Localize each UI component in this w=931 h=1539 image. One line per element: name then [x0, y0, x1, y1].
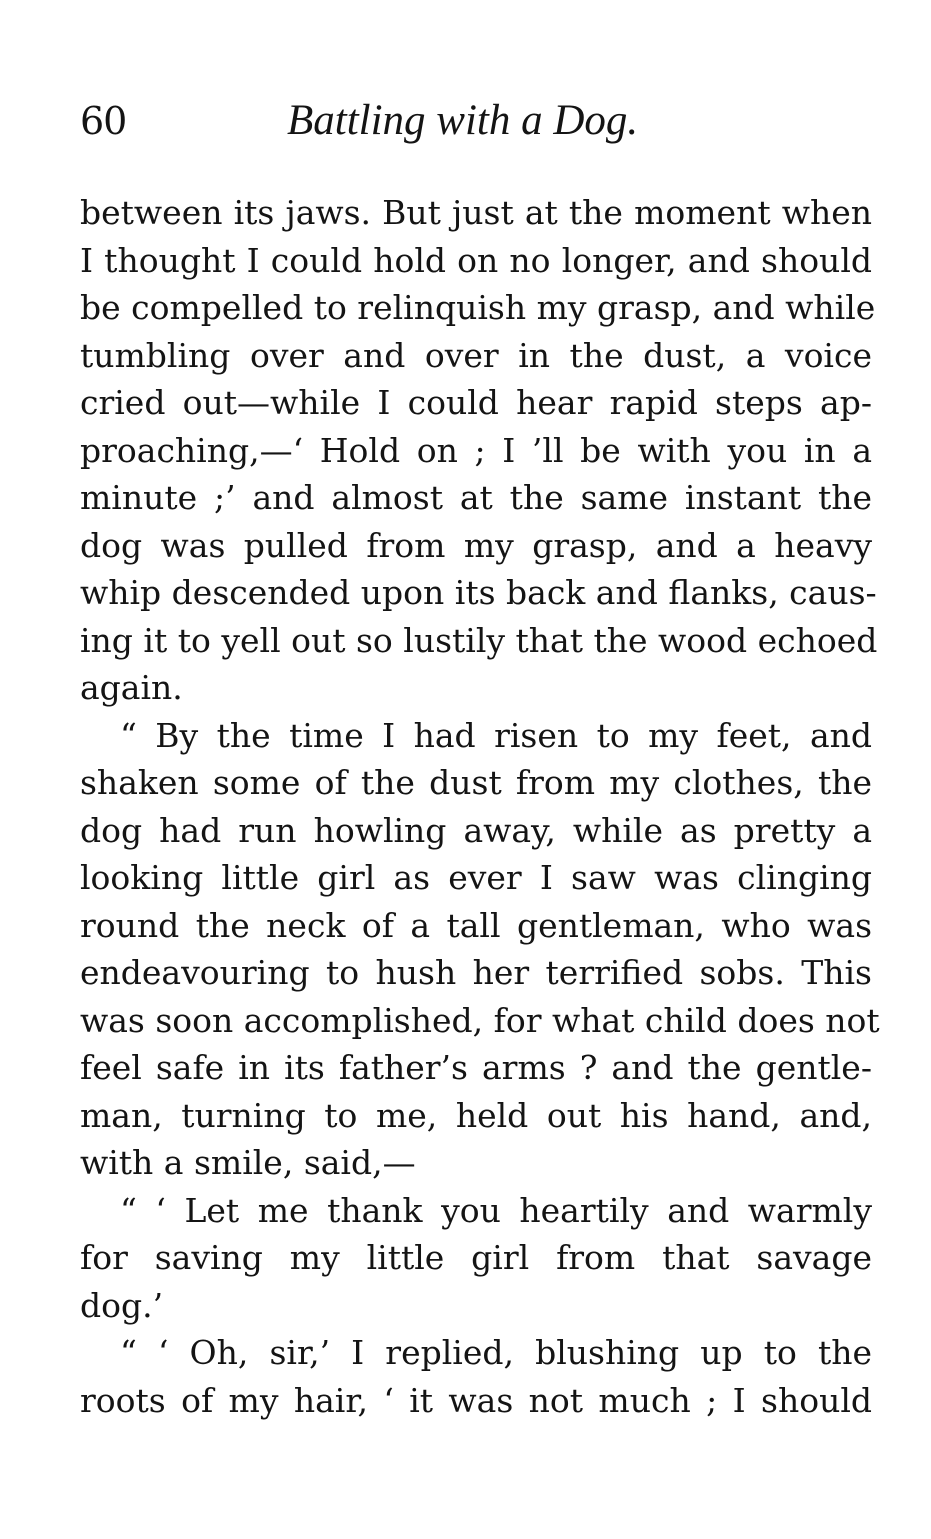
- text-line: again.: [80, 668, 183, 707]
- text-line: shaken some of the dust from my clothes, the: [80, 763, 872, 802]
- text-line: endeavouring to hush her terrified sobs. This: [80, 953, 872, 992]
- page-number: 60: [80, 99, 127, 143]
- text-line: dog was pulled from my grasp, and a heavy: [80, 525, 872, 565]
- text-line: looking little girl as ever I saw was clinging: [80, 858, 872, 897]
- text-line: with a smile, said,—: [80, 1143, 416, 1182]
- text-line: dog had run howling away, while as pretty a: [80, 810, 872, 850]
- text-line: feel safe in its father’s arms ? and the gentle-: [80, 1048, 872, 1087]
- text-line: round the neck of a tall gentleman, who was: [80, 905, 872, 945]
- text-line: was soon accomplished, for what child does not: [80, 1000, 880, 1040]
- text-line: proaching,—‘ Hold on ; I ’ll be with you in a: [80, 430, 872, 470]
- running-head: Battling with a Dog.: [287, 97, 639, 144]
- text-line: minute ;’ and almost at the same instant the: [80, 478, 872, 517]
- text-line: “ ‘ Oh, sir,’ I replied, blushing up to the: [120, 1333, 872, 1372]
- text-line: between its jaws. But just at the moment when: [80, 193, 872, 232]
- text-line: I thought I could hold on no longer, and should: [80, 240, 872, 280]
- text-line: for saving my little girl from that savage: [80, 1238, 872, 1277]
- text-line: whip descended upon its back and flanks, caus-: [80, 573, 877, 612]
- page-header: [80, 92, 872, 150]
- text-line: be compelled to relinquish my grasp, and while: [80, 288, 876, 327]
- text-line: “ By the time I had risen to my feet, and: [120, 715, 872, 755]
- text-line: roots of my hair, ‘ it was not much ; I should: [80, 1380, 872, 1420]
- text-line: tumbling over and over in the dust, a voice: [80, 335, 872, 375]
- text-line: ing it to yell out so lustily that the wood echoed: [80, 620, 878, 660]
- body-text: [80, 189, 880, 1424]
- text-line: man, turning to me, held out his hand, and,: [80, 1095, 872, 1135]
- text-line: cried out—while I could hear rapid steps ap-: [80, 383, 872, 422]
- text-line: dog.’: [80, 1285, 164, 1325]
- text-line: “ ‘ Let me thank you heartily and warmly: [120, 1190, 872, 1230]
